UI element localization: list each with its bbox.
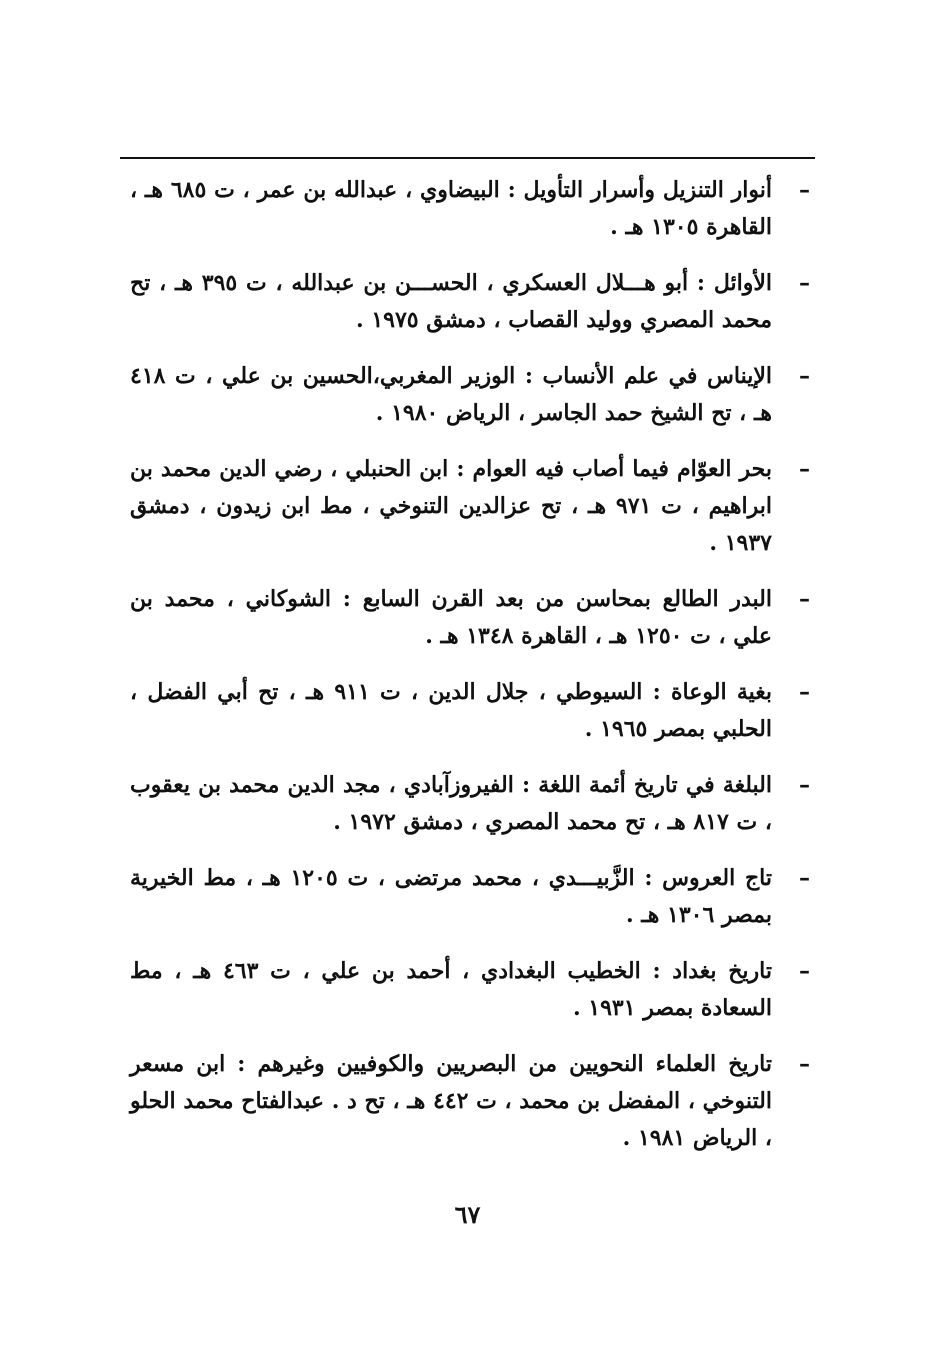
entry-dash: – bbox=[799, 586, 810, 612]
entry-dash: – bbox=[799, 456, 810, 482]
entry-dash: – bbox=[799, 865, 810, 891]
bibliography-entry bbox=[130, 674, 810, 748]
bibliography-entry bbox=[130, 1046, 810, 1157]
bibliography-entry bbox=[130, 451, 810, 562]
entry-text: أنوار التنزيل وأسرار التأويل : البيضاوي ، عبدالله بن عمر ، ت ٦٨٥ هـ ، القاهرة ١٣٠٥ هـ . bbox=[130, 177, 773, 240]
page-number: ٦٧ bbox=[454, 1200, 481, 1229]
entry-dash: – bbox=[799, 1051, 810, 1077]
entry-text: بحر العوّام فيما أصاب فيه العوام : ابن الحنبلي ، رضي الدين محمد بن ابراهيم ، ت ٩٧١ هـ ، تح عزالدين التنوخي ، مط ابن زيدون ، دمشق ١٩٣٧ . bbox=[130, 456, 772, 556]
entry-text: بغية الوعاة : السيوطي ، جلال الدين ، ت ٩١١ هـ ، تح أبي الفضل ، الحلبي بمصر ١٩٦٥ . bbox=[130, 679, 772, 742]
bibliography-entry bbox=[130, 358, 810, 432]
entry-text: تاريخ بغداد : الخطيب البغدادي ، أحمد بن علي ، ت ٤٦٣ هـ ، مط السعادة بمصر ١٩٣١ . bbox=[130, 958, 772, 1021]
entry-dash: – bbox=[799, 679, 810, 705]
bibliography-entry bbox=[130, 581, 810, 655]
bibliography-entry bbox=[130, 860, 810, 934]
entry-dash: – bbox=[799, 772, 810, 798]
entry-dash: – bbox=[799, 177, 810, 203]
entry-text: البدر الطالع بمحاسن من بعد القرن السابع : الشوكاني ، محمد بن علي ، ت ١٢٥٠ هـ ، القاهرة ١٣٤٨ هـ . bbox=[130, 586, 772, 649]
bibliography-list bbox=[130, 172, 810, 1176]
bibliography-entry bbox=[130, 265, 810, 339]
bibliography-entry bbox=[130, 767, 810, 841]
entry-dash: – bbox=[799, 270, 810, 296]
entry-dash: – bbox=[799, 363, 810, 389]
entry-dash: – bbox=[799, 958, 810, 984]
bibliography-entry bbox=[130, 953, 810, 1027]
entry-text: تاريخ العلماء النحويين من البصريين والكوفيين وغيرهم : ابن مسعر التنوخي ، المفضل بن محمد ، ت ٤٤٢ هـ ، تح د . عبدالفتاح محمد الحلو ، الرياض ١٩٨١ . bbox=[130, 1051, 772, 1151]
entry-text: البلغة في تاريخ أئمة اللغة : الفيروزآبادي ، مجد الدين محمد بن يعقوب ، ت ٨١٧ هـ ، تح محمد المصري ، دمشق ١٩٧٢ . bbox=[130, 772, 772, 835]
entry-text: الأوائل : أبو هـــلال العسكري ، الحســـن بن عبدالله ، ت ٣٩٥ هـ ، تح محمد المصري ووليد القصاب ، دمشق ١٩٧٥ . bbox=[130, 270, 772, 333]
top-rule bbox=[120, 157, 815, 159]
bibliography-entry bbox=[130, 172, 810, 246]
entry-text: تاج العروس : الزَّبيـــدي ، محمد مرتضى ، ت ١٢٠٥ هـ ، مط الخيرية بمصر ١٣٠٦ هـ . bbox=[130, 865, 772, 928]
entry-text: الإيناس في علم الأنساب : الوزير المغربي،الحسين بن علي ، ت ٤١٨ هـ ، تح الشيخ حمد الجاسر ، الرياض ١٩٨٠ . bbox=[130, 363, 772, 426]
